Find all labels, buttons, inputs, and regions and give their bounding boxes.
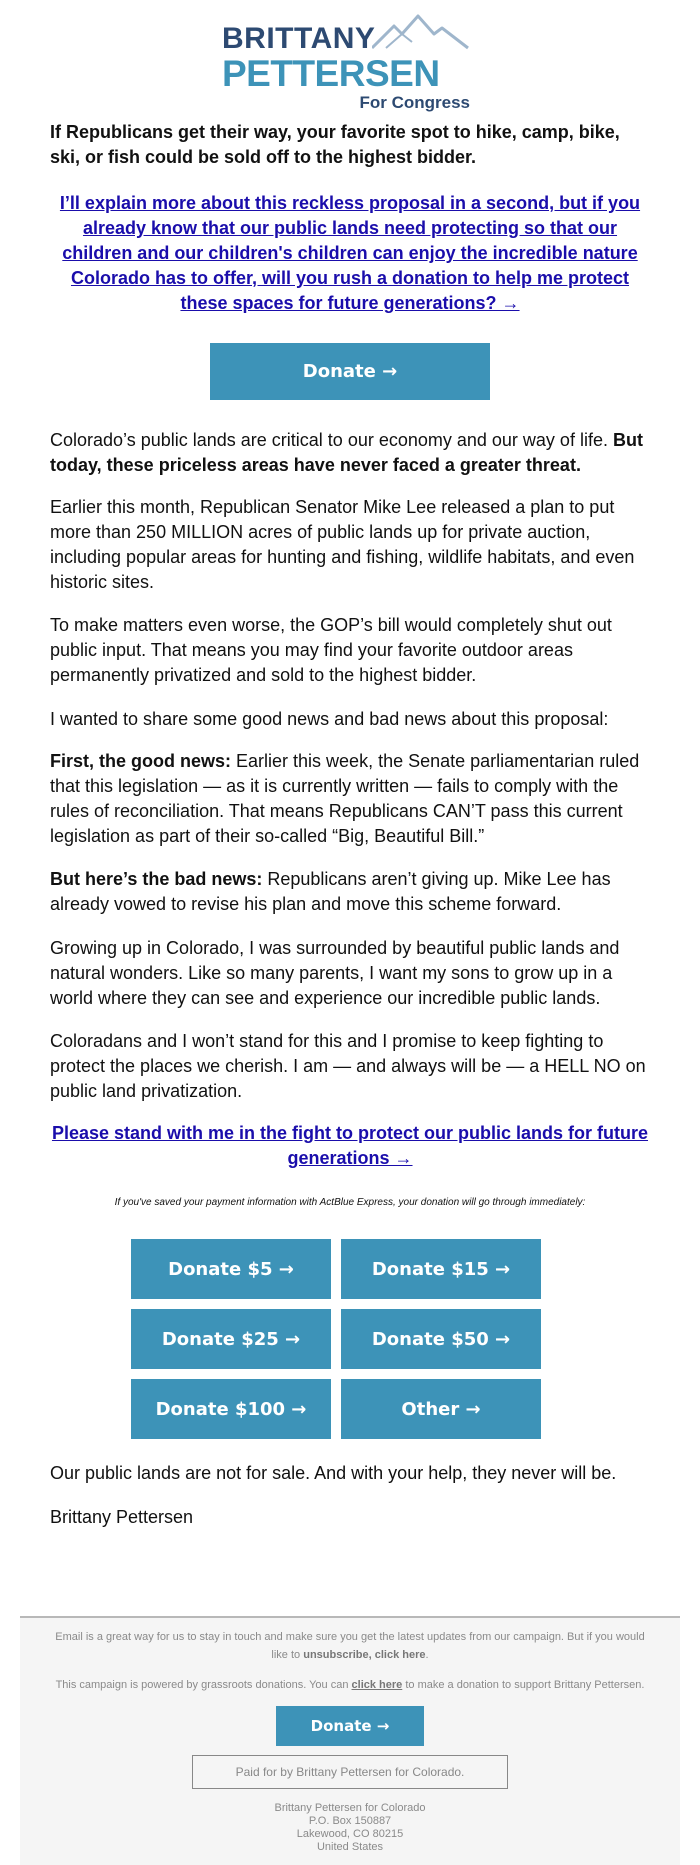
campaign-logo[interactable]: [222, 12, 478, 112]
address-line-3: Lakewood, CO 80215: [296, 1828, 404, 1840]
paragraph-8: Coloradans and I won’t stand for this and I promise to keep fighting to protect the places we cherish. I am — and always will be — a HELL NO on public land privatization.: [50, 1031, 646, 1101]
bad-news-label: But here’s the bad news:: [50, 869, 263, 889]
donate-5-button[interactable]: Donate $5 →: [131, 1239, 331, 1299]
unsubscribe-link[interactable]: unsubscribe, click here: [303, 1649, 426, 1661]
footer-powered-b: to make a donation to support Brittany Pettersen.: [402, 1679, 645, 1691]
stand-link-block: [50, 1121, 650, 1171]
paragraph-1-bold: But today, these priceless areas have never faced a greater threat.: [50, 430, 643, 475]
paragraph-5: [50, 749, 650, 849]
signature: Brittany Pettersen: [50, 1507, 194, 1527]
paragraph-2: Earlier this month, Republican Senator Mike Lee released a plan to put more than 250 MILLION acres of public lands up for private auction, including popular areas for hunting and fishing, wildlife habitats, and even historic sites.: [50, 497, 635, 592]
footer-email-text: [50, 1628, 650, 1664]
lead-donation-link-block: [50, 191, 650, 316]
donate-100-button[interactable]: Donate $100 →: [131, 1379, 331, 1439]
paid-for-disclaimer: Paid for by Brittany Pettersen for Colorado.: [192, 1755, 508, 1789]
footer-powered-text: [50, 1676, 650, 1694]
donate-50-button[interactable]: Donate $50 →: [341, 1309, 541, 1369]
paragraph-6: [50, 867, 650, 917]
address-line-4: United States: [316, 1841, 384, 1853]
address-line-1: Brittany Pettersen for Colorado: [274, 1802, 426, 1814]
paragraph-6-text: Republicans aren’t giving up. Mike Lee has already vowed to revise his plan and move this scheme forward.: [50, 869, 611, 914]
donate-25-button[interactable]: Donate $25 →: [131, 1309, 331, 1369]
address-line-2: P.O. Box 150887: [308, 1815, 392, 1827]
paragraph-4: I wanted to share some good news and bad news about this proposal:: [50, 709, 609, 729]
footer-email-period: .: [425, 1649, 429, 1661]
lead-donation-link[interactable]: I’ll explain more about this reckless proposal in a second, but if you already know that our public lands need protecting so that our children and our children's children can enjoy the incredible nature Colorado has to offer, will you rush a donation to help me protect these spaces for future generations? →: [59, 193, 641, 313]
mailing-address: [20, 1802, 680, 1854]
mountain-logo-icon: [372, 14, 472, 50]
good-news-label: First, the good news:: [50, 751, 232, 771]
footer-email-copy: Email is a great way for us to stay in touch and make sure you get the latest updates from our campaign. But if you would like to: [55, 1631, 645, 1661]
footer-donate-button[interactable]: Donate →: [276, 1706, 424, 1746]
footer-click-here-link[interactable]: click here: [351, 1679, 403, 1691]
logo-first-name: BRITTANY: [222, 22, 376, 55]
email-footer: [20, 1616, 680, 1865]
donate-other-button[interactable]: Other →: [341, 1379, 541, 1439]
donate-15-button[interactable]: Donate $15 →: [341, 1239, 541, 1299]
paragraph-3: To make matters even worse, the GOP’s bill would completely shut out public input. That means you may find your favorite outdoor areas permanently privatized and sold to the highest bidder.: [50, 615, 612, 685]
closing-line: Our public lands are not for sale. And with your help, they never will be.: [50, 1463, 617, 1483]
paragraph-7: Growing up in Colorado, I was surrounded by beautiful public lands and natural wonders. Like so many parents, I want my sons to grow up in a world where they can see and experience our incredible public lands.: [50, 938, 620, 1008]
logo-last-name: PETTERSEN: [222, 53, 440, 94]
stand-with-me-link[interactable]: Please stand with me in the fight to protect our public lands for future generations →: [51, 1123, 649, 1168]
logo-tagline: For Congress: [359, 93, 470, 112]
main-donate-button[interactable]: Donate →: [210, 343, 490, 400]
paragraph-1: [50, 428, 650, 478]
actblue-express-note: If you've saved your payment information with ActBlue Express, your donation will go through immediately:: [114, 1197, 586, 1208]
intro-text: If Republicans get their way, your favorite spot to hike, camp, bike, ski, or fish could be sold off to the highest bidder.: [50, 122, 620, 167]
footer-powered-a: This campaign is powered by grassroots donations. You can: [55, 1679, 352, 1691]
paragraph-5-text: Earlier this week, the Senate parliamentarian ruled that this legislation — as it is currently written — fails to comply with the rules of reconciliation. That means Republicans CAN’T pass this current legislation as part of their so-called “Big, Beautiful Bill.”: [50, 751, 640, 846]
paragraph-1-text: Colorado’s public lands are critical to our economy and our way of life.: [50, 430, 613, 450]
